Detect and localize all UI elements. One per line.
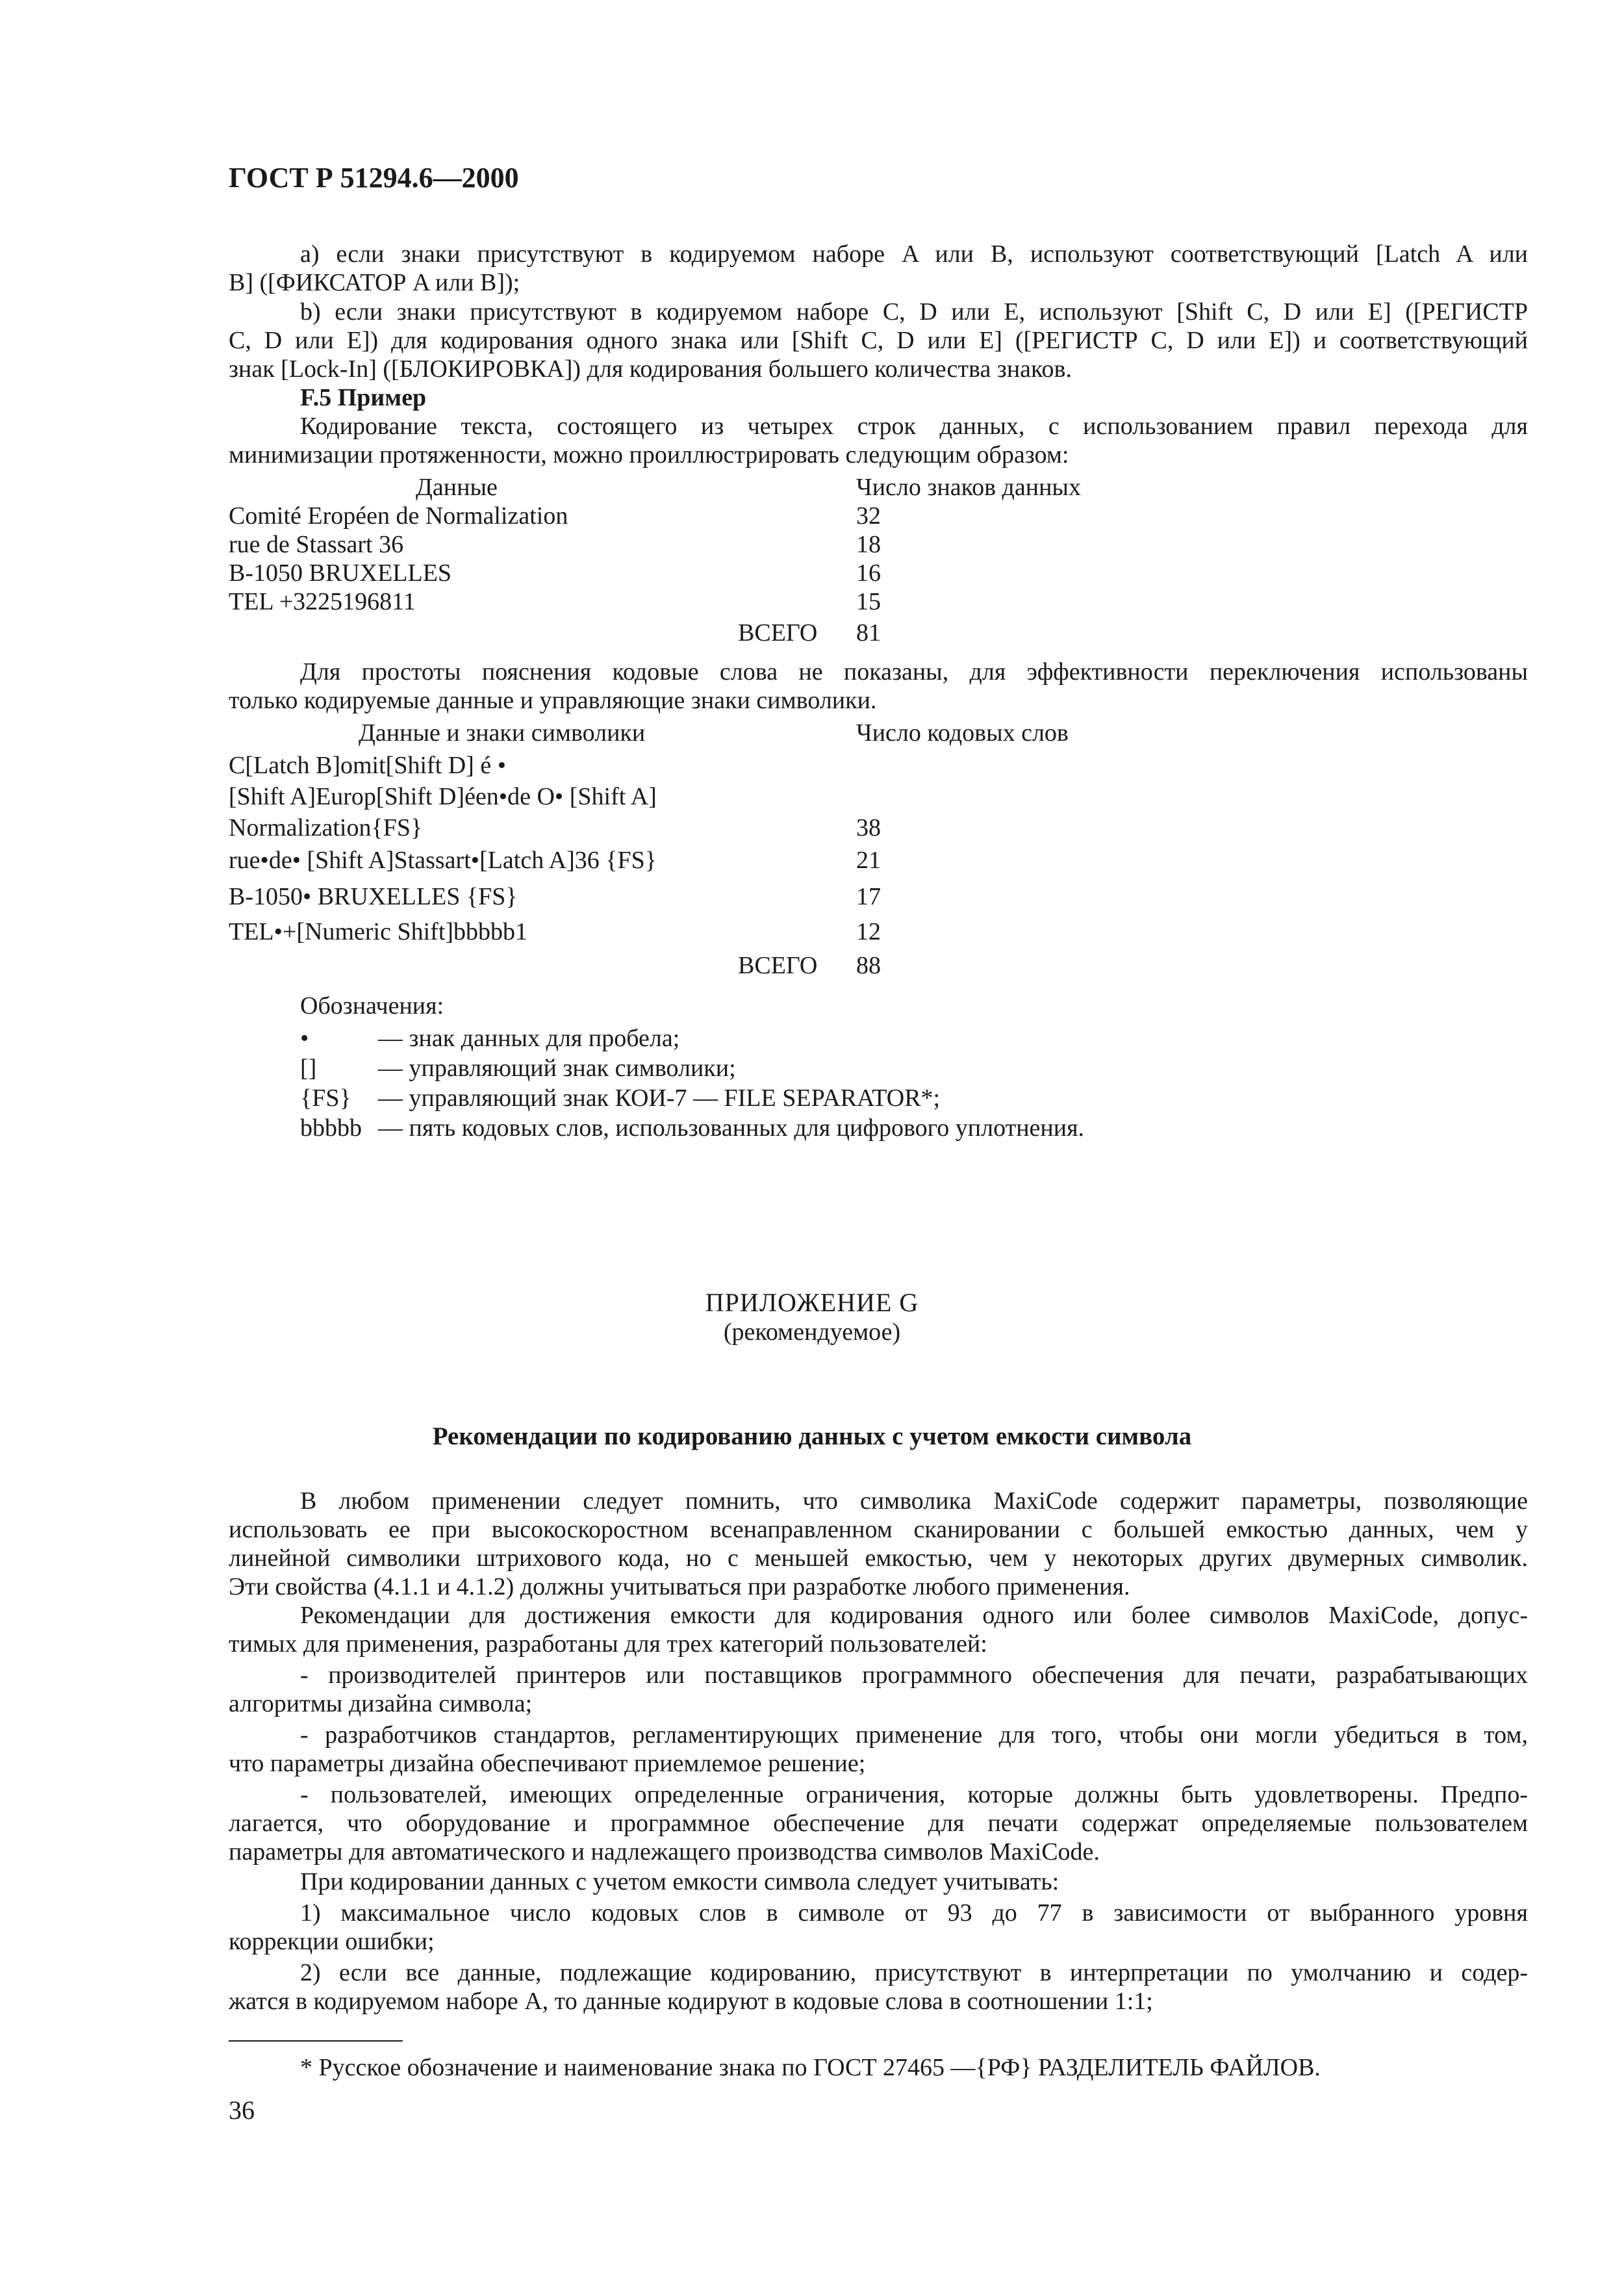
appendix-line: что параметры дизайна обеспечивают приемлемое решение; <box>229 1750 866 1777</box>
legend-symbol: bbbbb <box>300 1114 362 1142</box>
para-a-line2: B] ([ФИКСАТОР A или B]); <box>229 269 520 296</box>
appendix-line: жатся в кодируемом наборе A, то данные кодируют в кодовые слова в соотношении 1:1; <box>229 1988 1153 2015</box>
appendix-line: Рекомендации для достижения емкости для кодирования одного или более символов MaxiCode, допус- <box>300 1602 1528 1629</box>
example-para-line1: Кодирование текста, состоящего из четырех строк данных, с использованием правил перехода для <box>300 413 1528 440</box>
table2-row-data: Normalization{FS} <box>229 814 423 841</box>
table1-total-value: 81 <box>856 619 881 647</box>
table1-row-count: 32 <box>856 502 881 530</box>
appendix-line: 1) максимальное число кодовых слов в символе от 93 до 77 в зависимости от выбранного уровня <box>300 1899 1528 1927</box>
appendix-line: использовать ее при высокоскоростном всенаправленном сканировании с большей емкостью данных, чем у <box>229 1516 1528 1543</box>
table2-row-data: rue•de• [Shift A]Stassart•[Latch A]36 {FS} <box>229 847 657 874</box>
appendix-line: При кодировании данных с учетом емкости символа следует учитывать: <box>300 1868 1059 1895</box>
table1-header-data: Данные <box>416 474 498 501</box>
legend-symbol: [] <box>300 1055 317 1082</box>
appendix-title: ПРИЛОЖЕНИЕ G <box>705 1288 919 1317</box>
legend-symbol: {FS} <box>300 1084 351 1112</box>
appendix-line: - пользователей, имеющих определенные ограничения, которые должны быть удовлетворены. Предпо- <box>300 1781 1528 1808</box>
legend-description: — управляющий знак символики; <box>378 1055 736 1082</box>
example-heading: F.5 Пример <box>300 384 427 411</box>
appendix-line: В любом применении следует помнить, что символика MaxiCode содержит параметры, позволяющие <box>300 1487 1528 1515</box>
table2-row-count: 21 <box>856 847 881 874</box>
appendix-line: алгоритмы дизайна символа; <box>229 1690 533 1717</box>
table1-row-data: TEL +3225196811 <box>229 588 416 615</box>
appendix-line: - производителей принтеров или поставщиков программного обеспечения для печати, разрабатывающих <box>300 1661 1528 1689</box>
table1-header-count: Число знаков данных <box>856 474 1081 501</box>
table2-total-label: ВСЕГО <box>738 952 818 979</box>
legend-description: — управляющий знак КОИ-7 — FILE SEPARATOR*; <box>378 1084 941 1112</box>
table1-row-data: B-1050 BRUXELLES <box>229 559 452 587</box>
table2-row-data: [Shift A]Europ[Shift D]éen•de O• [Shift A] <box>229 783 657 810</box>
appendix-line: коррекции ошибки; <box>229 1928 435 1955</box>
appendix-subtitle: (рекомендуемое) <box>723 1318 901 1346</box>
page-number: 36 <box>229 2096 255 2125</box>
appendix-line: 2) если все данные, подлежащие кодированию, присутствуют в интерпретации по умолчанию и содер- <box>300 1959 1528 1986</box>
appendix-line: линейной символики штрихового кода, но с меньшей емкостью, чем у некоторых других двумерных символик. <box>229 1545 1528 1572</box>
table2-total-value: 88 <box>856 952 881 979</box>
para-b-line3: знак [Lock-In] ([БЛОКИРОВКА]) для кодирования большего количества знаков. <box>229 355 1072 383</box>
legend-description: — пять кодовых слов, использованных для цифрового уплотнения. <box>378 1114 1085 1142</box>
legend-description: — знак данных для пробела; <box>378 1025 680 1052</box>
appendix-line: Эти свойства (4.1.1 и 4.1.2) должны учитываться при разработке любого применения. <box>229 1573 1130 1600</box>
table1-row-data: Comité Eropéen de Normalization <box>229 502 568 530</box>
table2-row-data: B-1050• BRUXELLES {FS} <box>229 883 518 910</box>
para-a-line1: а) если знаки присутствуют в кодируемом наборе A или B, используют соответствующий [Latch A или <box>300 240 1528 268</box>
appendix-line: тимых для применения, разработаны для трех категорий пользователей: <box>229 1630 987 1658</box>
footnote: * Русское обозначение и наименование знака по ГОСТ 27465 —{РФ} РАЗДЕЛИТЕЛЬ ФАЙЛОВ. <box>300 2054 1321 2081</box>
table2-header-count: Число кодовых слов <box>856 719 1069 747</box>
table2-row-data: C[Latch B]omit[Shift D] é • <box>229 752 506 779</box>
document-code: ГОСТ Р 51294.6—2000 <box>229 162 519 194</box>
appendix-line: лагается, что оборудование и программное обеспечение для печати содержат определяемые пользователем <box>229 1810 1528 1837</box>
legend-symbol: • <box>300 1025 309 1052</box>
para-b-line2: C, D или E]) для кодирования одного знака или [Shift C, D или E] ([РЕГИСТР C, D или E]) и соответствующий <box>229 327 1528 354</box>
table2-row-data: TEL•+[Numeric Shift]bbbbb1 <box>229 918 528 945</box>
table2-header-data: Данные и знаки символики <box>359 719 646 747</box>
para-b-line1: b) если знаки присутствуют в кодируемом наборе C, D или E, используют [Shift C, D или E] ([РЕГИСТР <box>300 298 1528 326</box>
footnote-separator <box>229 2040 403 2042</box>
table1-row-data: rue de Stassart 36 <box>229 531 404 558</box>
table2-row-count: 17 <box>856 883 881 910</box>
table1-total-label: ВСЕГО <box>738 619 818 647</box>
note-line2: только кодируемые данные и управляющие знаки символики. <box>229 687 877 714</box>
table2-row-count: 12 <box>856 918 881 945</box>
appendix-line: - разработчиков стандартов, регламентирующих применение для того, чтобы они могли убедиться в том, <box>300 1721 1528 1749</box>
note-line1: Для простоты пояснения кодовые слова не показаны, для эффективности переключения использованы <box>300 658 1528 686</box>
table2-row-count: 38 <box>856 814 881 841</box>
example-para-line2: минимизации протяженности, можно проиллюстрировать следующим образом: <box>229 441 1069 468</box>
appendix-line: параметры для автоматического и надлежащего производства символов MaxiCode. <box>229 1838 1100 1865</box>
appendix-heading: Рекомендации по кодированию данных с учетом емкости символа <box>432 1422 1192 1450</box>
table1-row-count: 18 <box>856 531 881 558</box>
legend-title: Обозначения: <box>300 992 444 1019</box>
table1-row-count: 15 <box>856 588 881 615</box>
table1-row-count: 16 <box>856 559 881 587</box>
